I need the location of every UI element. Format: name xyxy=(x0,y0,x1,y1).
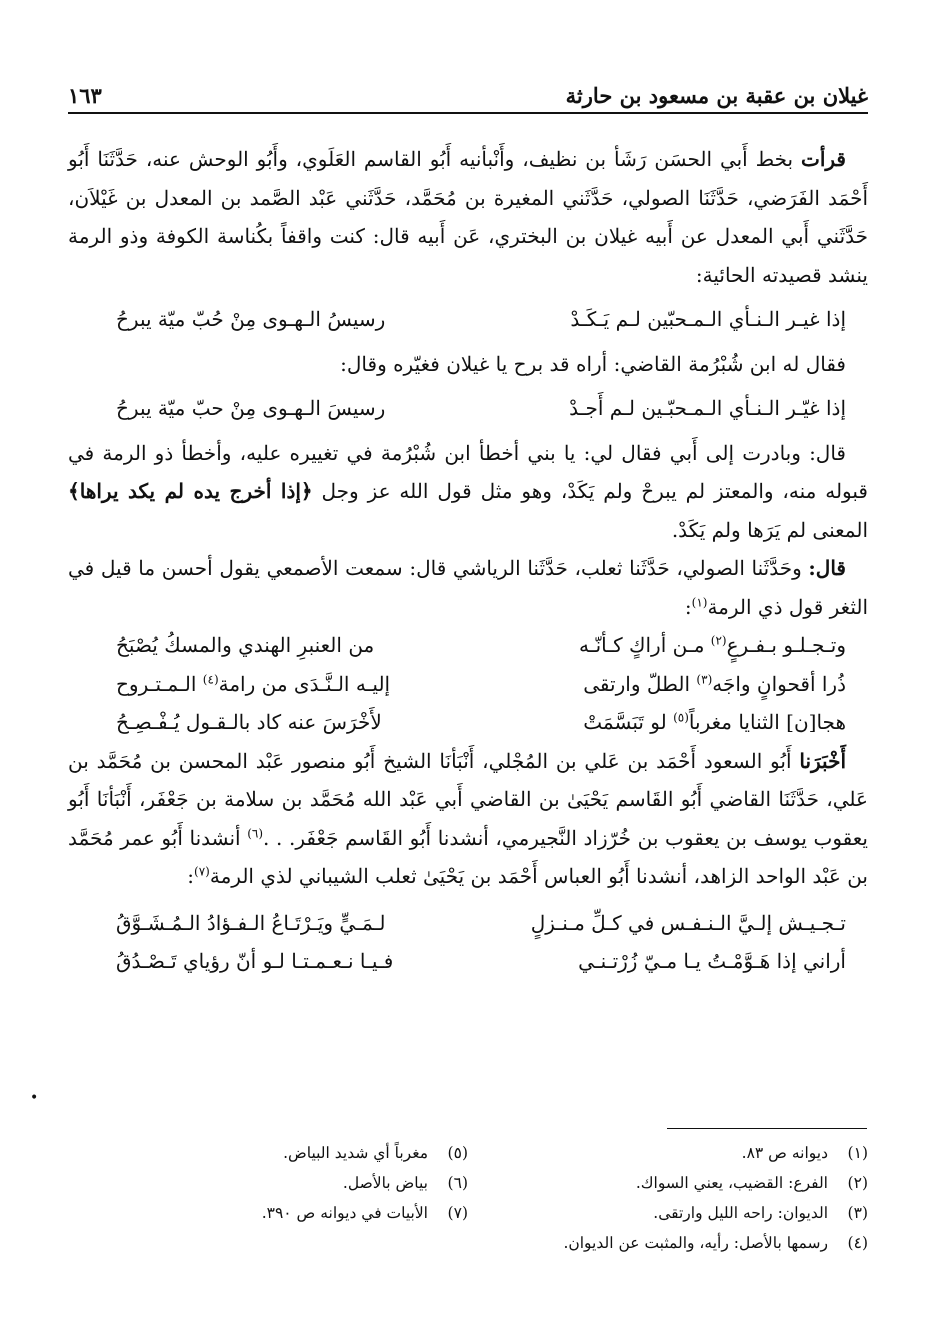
footnote-ref: (٣) xyxy=(696,671,713,686)
footnote-text: الفرع: القضيب، يعني السواك. xyxy=(635,1174,828,1192)
verse-line xyxy=(68,389,868,428)
verse-text: وتـجـلـو بـفـرعٍ xyxy=(726,633,846,657)
paragraph-text: المعنى لم يَرَها ولم يَكَدْ. xyxy=(671,517,868,542)
verse-first-hemistich: أراني إذا هَـوَّمْـتُ يـا مـيّ زُرْتـنـي xyxy=(578,949,846,973)
paragraph-2 xyxy=(68,345,868,384)
footnote-ref: (٤) xyxy=(202,671,219,686)
paragraph-1 xyxy=(68,140,868,294)
page-number: ١٦٣ xyxy=(68,83,102,108)
verse-line xyxy=(68,942,868,981)
verse-second-hemistich: رسيسُ الـهـوى مِنْ حُبّ ميّة يبرحُ xyxy=(116,307,386,331)
verse-first-hemistich xyxy=(516,626,846,665)
running-header xyxy=(68,62,868,114)
footnotes xyxy=(68,1138,868,1258)
footnote xyxy=(468,1138,868,1168)
verse-line xyxy=(68,904,868,943)
footnote-ref: (٥) xyxy=(673,710,689,725)
footnote-number: (٥) xyxy=(447,1144,468,1162)
paragraph-text: وحَدَّثَنا الصولي، حَدَّثَنا ثعلب، حَدَّثَنا الرياشي قال: سمعت الأصمعي يقول أحسن ما قيل في الثغر قول ذي الرمة xyxy=(68,556,868,619)
footnote-ref: (١) xyxy=(691,594,708,609)
verse-first-hemistich xyxy=(516,665,846,704)
paragraph-text: بخط أَبي الحسَن رَشَأ بن نظيف، وأَنْبأنيه أَبُو القاسم العَلَوي، وأَبُو الوحش عنه، حَدَّثَنَا أَبُو أَحْمَد الفَرَضي، حَدَّثَنَا الصولي، حَدَّثَني المغيرة بن مُحَمَّد، حَدَّثَني عَبْد الصَّمد بن المعدل بن غَيْلاَن، حَدَّثَني أَبي المعدل عن أَبيه غيلان بن البختري، عَن أَبيه قال: كنت واقفاً بكُناسة الكوفة وذو الرمة ينشد قصيدته الحائية: xyxy=(68,147,868,287)
paragraph-lead: قرأت xyxy=(801,147,846,171)
footnote-ref: (٧) xyxy=(194,864,210,879)
footnote-number: (٤) xyxy=(847,1234,868,1252)
footnote-number: (٣) xyxy=(847,1204,868,1222)
footnote-text: الديوان: راحه الليل وارتقى. xyxy=(653,1204,828,1222)
verse-text: الـمـتـروح xyxy=(116,671,203,696)
verse-second-hemistich: من العنبرِ الهندي والمسكُ يُصْبَحُ xyxy=(116,633,375,657)
paragraph-4 xyxy=(68,549,868,626)
paragraph-text: أَبُو السعود أَحْمَد بن عَلي بن المُجْلي، أَنْبَأنَا الشيخ أَبُو منصور عَبْد المحسن بن مُحَمَّد بن عَلي، حَدَّثَنَا القاضي أَبُو القَاسم يَحْيَىٰ بن القاضي أَبي عَبْد الله مُحَمَّد بن سلامة بن جَعْفَر، أَنْبَأنَا أَبُو يعقوب يوسف بن يعقوب بن خُرّزاد النَّجيرمي، أنشدنا أَبُو القَاسم جَعْفَر. . . xyxy=(68,748,868,850)
verse-line xyxy=(68,665,868,704)
verse-line xyxy=(68,300,868,339)
paragraph-lead: أَخْبَرَنا xyxy=(799,748,846,773)
punctuation: : xyxy=(187,864,195,888)
quran-quote: ﴿إذا أخرج يده لم يكد يراها﴾ xyxy=(68,479,313,503)
verse-text: الطلّ وارتقى xyxy=(583,671,697,696)
verse-second-hemistich: رسيسَ الـهـوى مِنْ حبّ ميّة يبرحُ xyxy=(116,396,386,420)
paragraph-lead: قال: xyxy=(808,556,846,580)
footnote xyxy=(468,1228,868,1258)
footnote xyxy=(68,1168,468,1198)
verse-text: مـن أراكٍ كـأنّـه xyxy=(579,633,711,657)
footnote-separator xyxy=(667,1128,867,1129)
verse-second-hemistich: لـمَـيٍّ ويَـرْتَـاعُ الـفـؤادُ الـمُـشَـوَّقُ xyxy=(116,910,386,935)
footnotes-left-column xyxy=(68,1138,468,1258)
footnote-number: (٧) xyxy=(447,1204,468,1222)
main-text xyxy=(68,140,868,981)
footnotes-right-column xyxy=(468,1138,868,1258)
footnote-ref: (٢) xyxy=(710,633,727,648)
footnote-ref: (٦) xyxy=(247,825,264,840)
footnote-text: ديوانه ص ٨٣. xyxy=(741,1144,828,1162)
footnote-number: (٢) xyxy=(847,1174,868,1192)
verse-first-hemistich: تـجـيـش إلـيَّ الـنـفـس في كـلِّ مـنـزلٍ xyxy=(530,910,846,935)
verse-first-hemistich xyxy=(516,703,846,742)
verse-first-hemistich: إذا غيـر الـنـأي الـمـحبّين لـم يَـكَـدْ xyxy=(570,307,846,331)
verse-text: ذُرا أقحوانٍ واجَه xyxy=(712,671,846,696)
paragraph-text: قال: وبادرت إلى أَبي فقال لي: يا بني أخطأ ابن شُبْرُمة في تغييره عليه، وأخطأ ذو الرمة في قبوله منه، والمعتز لم يبرحْ ولم يَكَدْ، وهو مثل قول الله عز وجل xyxy=(68,440,868,503)
paragraph-text: فقال له ابن شُبْرُمة القاضي: أراه قد برح يا غيلان فغيّره وقال: xyxy=(340,351,846,376)
verse-text: لو تَبَسَّمَتْ xyxy=(583,710,674,734)
punctuation: : xyxy=(684,594,692,619)
verse-text: هجا[ن] الثنايا مغرباً xyxy=(688,710,846,734)
verse-line xyxy=(68,626,868,665)
paragraph-3 xyxy=(68,434,868,550)
verse-second-hemistich: لأَخْرَسَ عنه كاد بالـقـول يُـفْـصِـحُ xyxy=(116,710,382,734)
footnote xyxy=(68,1198,468,1228)
verse-line xyxy=(68,703,868,742)
footnote-text: مغرباً أي شديد البياض. xyxy=(283,1144,428,1162)
paragraph-text: أنشدنا أَبُو عمر مُحَمَّد بن عَبْد الواحد الزاهد، أنشدنا أَبُو العباس أَحْمَد بن يَحْيَىٰ ثعلب الشيباني لذي الرمة xyxy=(68,825,868,888)
footnote xyxy=(468,1168,868,1198)
footnote-text: الأبيات في ديوانه ص ٣٩٠. xyxy=(261,1204,428,1222)
running-title: غيلان بن عقبة بن مسعود بن حارثة xyxy=(565,83,868,108)
footnote-number: (٦) xyxy=(447,1174,468,1192)
footnote-number: (١) xyxy=(847,1144,868,1162)
paragraph-5 xyxy=(68,742,868,896)
margin-dot: • xyxy=(30,1090,39,1106)
footnote-text: بياض بالأصل. xyxy=(342,1174,428,1192)
verse-text: إليـه الـنَّـدَى من رامة xyxy=(218,671,391,696)
footnote xyxy=(68,1138,468,1168)
footnote xyxy=(468,1198,868,1228)
footnote-text: رسمها بالأصل: رأيه، والمثبت عن الديوان. xyxy=(563,1234,828,1252)
verse-second-hemistich: فـيـا نـعـمـتـا لـو أنّ رؤياي تَـصْـدُقُ xyxy=(116,949,394,973)
verse-second-hemistich xyxy=(116,665,446,704)
verse-first-hemistich: إذا غيّـر الـنـأي الـمـحبّـين لـم أَجـدْ xyxy=(569,396,846,420)
